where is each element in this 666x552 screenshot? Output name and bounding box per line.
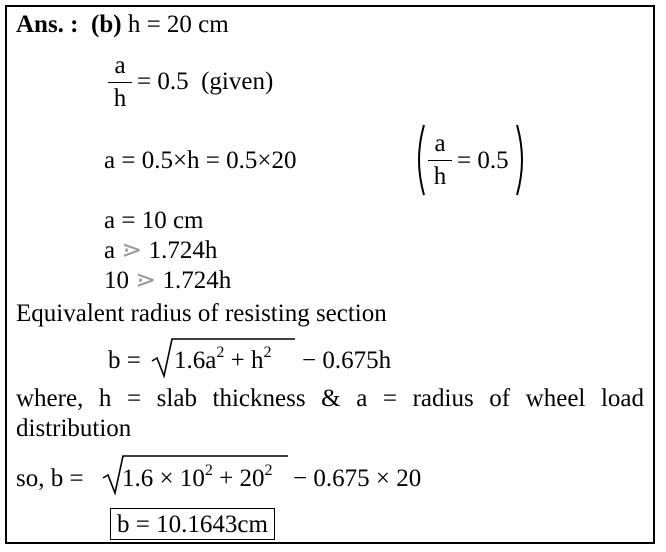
aside-rhs: = 0.5 [457,147,509,174]
aside-fraction-denominator: h [433,163,447,190]
result-tail: − 0.675 × 20 [293,465,422,492]
given-fraction-numerator: a [114,52,126,79]
equivalent-lhs: b = [108,347,141,374]
a-value-line: a = 10 cm [104,207,204,234]
aside-fraction-numerator: a [434,130,446,157]
where-line-2: distribution [16,415,132,442]
given-fraction-denominator: h [113,85,127,112]
aside-left-paren [412,123,426,197]
where-line-1: where, h = slab thickness & a = radius of wheel load [16,385,644,412]
aside-fraction [428,130,452,191]
aside-right-paren [515,123,529,197]
not-greater-symbol: ⋗ [121,237,143,264]
result-radicand: $1.6 \times 10^2 + 20^2$ [122,462,273,492]
equivalent-tail: − 0.675h [302,347,392,374]
not-greater-symbol: ⋗ [135,267,157,294]
answer-option: (b) [91,11,122,38]
answer-label: Ans. : [16,11,79,38]
result-lhs: so, b = [16,465,84,492]
equivalent-radicand: $1.6a^2 + h^2$ [174,344,272,374]
step-a-equation: a = 0.5×h = 0.5×20 [104,147,297,174]
equivalent-heading: Equivalent radius of resisting section [16,300,387,327]
given-fraction [108,52,132,113]
given-note: (given) [201,68,274,95]
answer-value: h = 20 cm [127,11,229,38]
given-rhs: = 0.5 (given) [137,68,274,95]
condition-line-1: a ⋗ 1.724h [104,237,218,264]
answer-line [16,11,229,39]
condition-line-2: 10 ⋗ 1.724h [104,267,232,294]
final-answer-box: b = 10.1643cm [110,508,275,540]
